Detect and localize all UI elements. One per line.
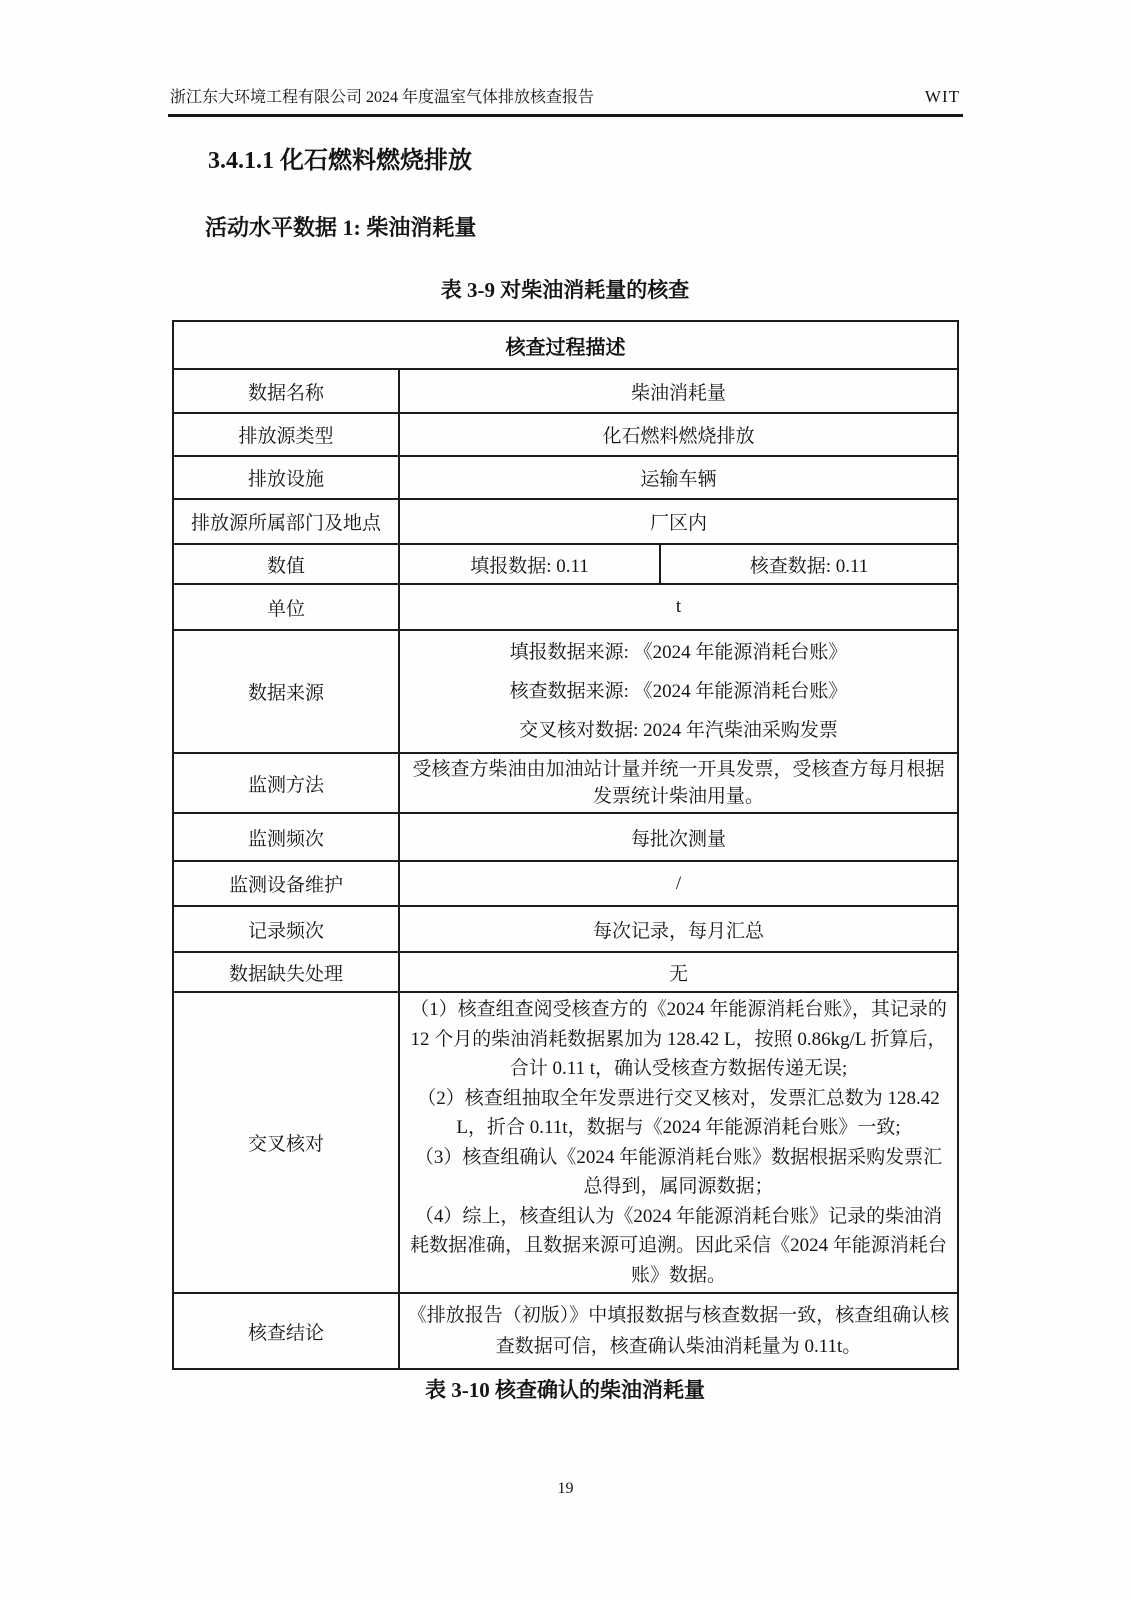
row-label: 监测设备维护: [173, 861, 399, 906]
table-row: [173, 456, 958, 499]
table-row: [173, 952, 958, 992]
cross-check-item: （3）核查组确认《2024 年能源消耗台账》数据根据采购发票汇总得到，属同源数据；: [414, 1146, 943, 1197]
table-row: [173, 584, 958, 630]
row-label: 排放源所属部门及地点: [173, 499, 399, 544]
row-label: 排放设施: [173, 456, 399, 499]
row-label: 数据来源: [173, 630, 399, 753]
activity-data-subheading: 活动水平数据 1: 柴油消耗量: [205, 215, 477, 240]
row-label: 记录频次: [173, 906, 399, 952]
cross-check-item: （4）综上，核查组认为《2024 年能源消耗台账》记录的柴油消耗数据准确，且数据来源可追溯。因此采信《2024 年能源消耗台账》数据。: [410, 1205, 947, 1286]
table-row: [173, 813, 958, 861]
table-row: [173, 753, 958, 813]
table-row: [173, 861, 958, 906]
page-header: [170, 84, 960, 107]
row-label: 单位: [173, 584, 399, 630]
row-value: t: [399, 584, 958, 630]
cross-check-cell: [399, 992, 958, 1293]
table-row: [173, 321, 958, 369]
cross-check-item: （2）核查组抽取全年发票进行交叉核对，发票汇总数为 128.42 L，折合 0.11t，数据与《2024 年能源消耗台账》一致;: [417, 1087, 940, 1138]
header-rule: [168, 114, 963, 117]
table-row: [173, 499, 958, 544]
data-source-cell: [399, 630, 958, 753]
table-row: [173, 1293, 958, 1369]
row-value: 每次记录，每月汇总: [399, 906, 958, 952]
table-row: [173, 906, 958, 952]
row-value: /: [399, 861, 958, 906]
row-value: 厂区内: [399, 499, 958, 544]
row-label: 排放源类型: [173, 413, 399, 456]
source-line: 填报数据来源: 《2024 年能源消耗台账》: [509, 642, 848, 663]
table-row: [173, 992, 958, 1293]
row-value: 化石燃料燃烧排放: [399, 413, 958, 456]
row-value: 受核查方柴油由加油站计量并统一开具发票，受核查方每月根据发票统计柴油用量。: [399, 753, 958, 813]
reported-value-cell: 填报数据: 0.11: [399, 544, 660, 584]
row-label: 数据缺失处理: [173, 952, 399, 992]
row-label: 监测频次: [173, 813, 399, 861]
row-label: 交叉核对: [173, 992, 399, 1293]
page-number: 19: [557, 1480, 574, 1497]
row-label: 数值: [173, 544, 399, 584]
table-row: [173, 630, 958, 753]
table-row: [173, 413, 958, 456]
row-value: 每批次测量: [399, 813, 958, 861]
table-3-9-title: 表 3-9 对柴油消耗量的核查: [440, 278, 690, 302]
row-value: 柴油消耗量: [399, 369, 958, 413]
cross-check-item: （1）核查组查阅受核查方的《2024 年能源消耗台账》，其记录的 12 个月的柴油消耗数据累加为 128.42 L，按照 0.86kg/L 折算后，合计 0.11 t，确认受核查方数据传递无误;: [410, 999, 947, 1079]
table-header-cell: 核查过程描述: [173, 321, 958, 369]
table-row: [173, 369, 958, 413]
row-label: 数据名称: [173, 369, 399, 413]
row-value: 无: [399, 952, 958, 992]
verification-table: [172, 320, 959, 1370]
verified-value-cell: 核查数据: 0.11: [660, 544, 958, 584]
row-value: 运输车辆: [399, 456, 958, 499]
section-heading: 3.4.1.1 化石燃料燃烧排放: [208, 148, 472, 174]
row-label: 核查结论: [173, 1293, 399, 1369]
table-3-10-title: 表 3-10 核查确认的柴油消耗量: [425, 1378, 705, 1402]
header-logo-text: WIT: [924, 87, 960, 106]
row-label: 监测方法: [173, 753, 399, 813]
source-line: 交叉核对数据: 2024 年汽柴油采购发票: [519, 720, 838, 741]
source-line: 核查数据来源: 《2024 年能源消耗台账》: [509, 681, 848, 702]
header-doc-title: 浙江东大环境工程有限公司 2024 年度温室气体排放核查报告: [170, 89, 595, 106]
table-row: [173, 544, 958, 584]
conclusion-cell: 《排放报告（初版）》中填报数据与核查数据一致，核查组确认核查数据可信，核查确认柴油消耗量为 0.11t。: [399, 1293, 958, 1369]
